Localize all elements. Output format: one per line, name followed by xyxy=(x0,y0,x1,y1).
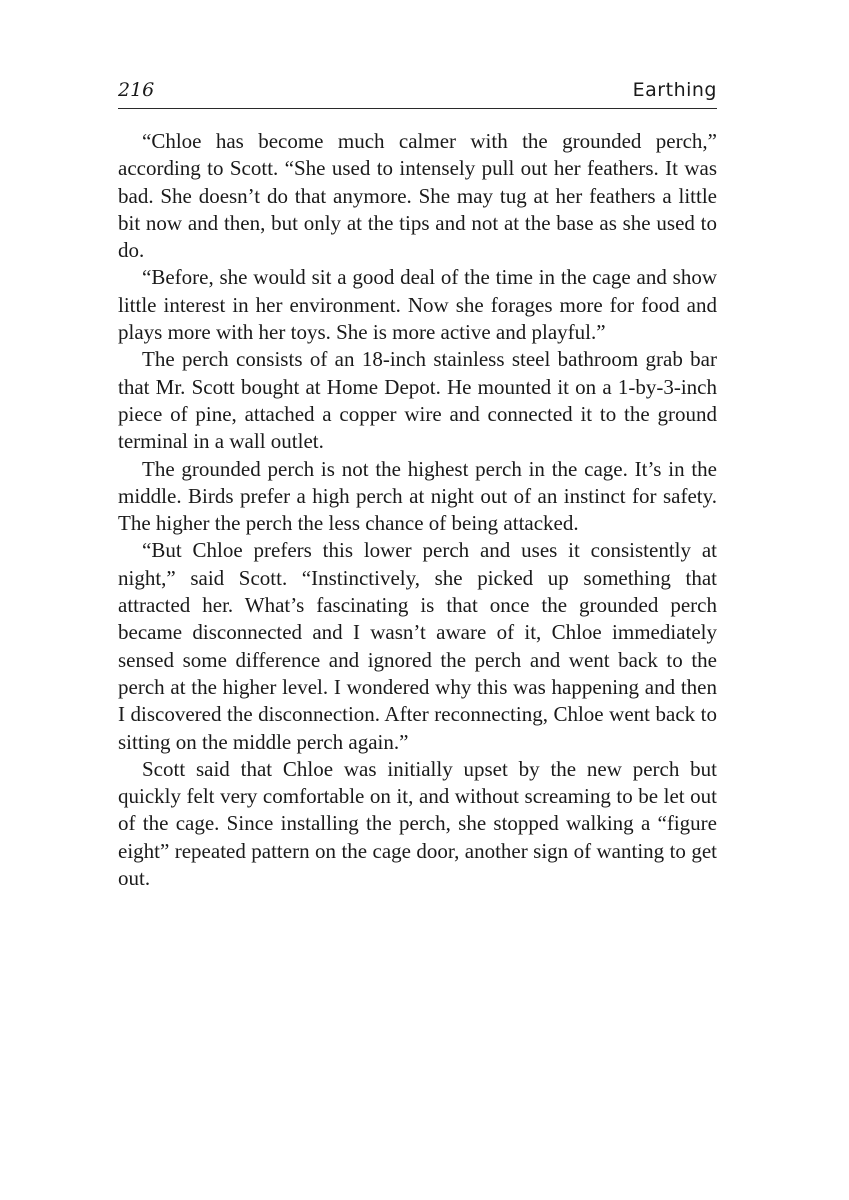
running-header xyxy=(118,78,717,109)
paragraph: “Chloe has become much calmer with the grounded perch,” according to Scott. “She used to intensely pull out her feathers. It was bad. She doesn’t do that anymore. She may tug at her feathers a little bit now and then, but only at the tips and not at the base as she used to do. xyxy=(118,129,717,263)
body-text xyxy=(118,128,717,892)
paragraph: Scott said that Chloe was initially upset by the new perch but quickly felt very comfortable on it, and without screaming to be let out of the cage. Since installing the perch, she stopped walking a “figure eight” repeated pattern on the cage door, another sign of wanting to get out. xyxy=(118,756,717,891)
page-number: 216 xyxy=(118,79,155,101)
paragraph: The perch consists of an 18-inch stainless steel bathroom grab bar that Mr. Scott bought at Home Depot. He mounted it on a 1-by-3-inch piece of pine, attached a copper wire and connected it to the ground terminal in a wall outlet. xyxy=(118,347,717,454)
paragraph: “But Chloe prefers this lower perch and uses it consistently at night,” said Scott. “Instinctively, she picked up something that attracted her. What’s fascinating is that once the grounded perch became disconnected and I wasn’t aware of it, Chloe immediately sensed some difference and ignored the perch and went back to the perch at the higher level. I wondered why this was happening and then I discovered the disconnection. After reconnecting, Chloe went back to sitting on the middle perch again.” xyxy=(118,538,717,754)
book-title: Earthing xyxy=(632,79,717,101)
paragraph: The grounded perch is not the highest perch in the cage. It’s in the middle. Birds prefer a high perch at night out of an instinct for safety. The higher the perch the less chance of being attacked. xyxy=(118,456,717,536)
paragraph: “Before, she would sit a good deal of the time in the cage and show little interest in her environment. Now she forages more for food and plays more with her toys. She is more active and playful.” xyxy=(118,265,717,345)
